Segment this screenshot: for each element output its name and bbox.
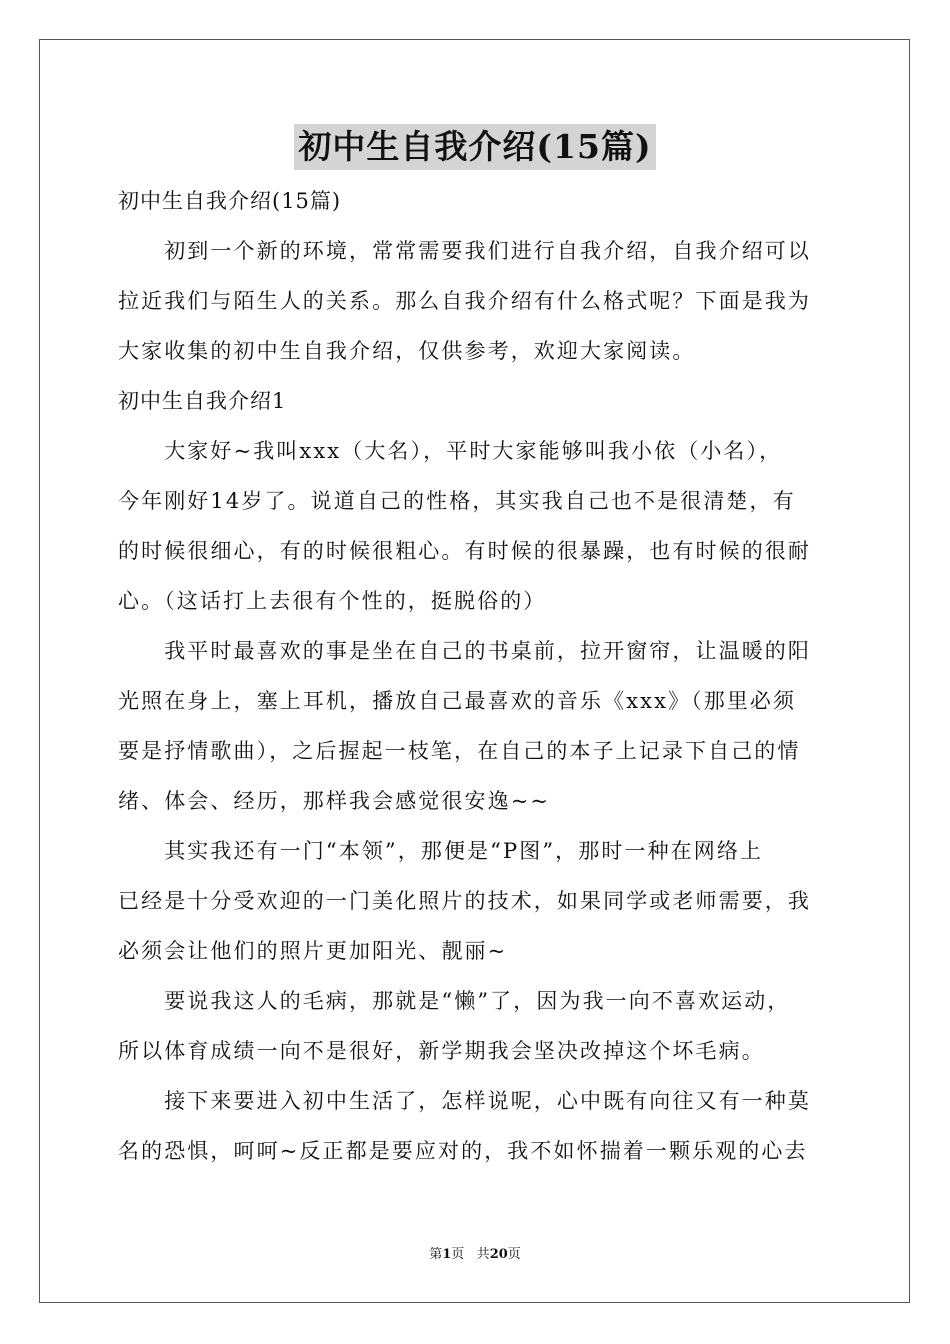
body-line: 拉近我们与陌生人的关系。那么自我介绍有什么格式呢？下面是我为 (118, 289, 811, 313)
document-title: 初中生自我介绍(15篇) (294, 124, 655, 170)
body-line: 接下来要进入初中生活了，怎样说呢，心中既有向往又有一种莫 (118, 1089, 811, 1113)
body-line: 其实我还有一门“本领”，那便是“P图”，那时一种在网络上 (118, 839, 764, 863)
body-line: 大家好~我叫xxx（大名），平时大家能够叫我小依（小名）， (118, 439, 783, 463)
body-line: 所以体育成绩一向不是很好，新学期我会坚决改掉这个坏毛病。 (118, 1039, 765, 1063)
body-line: 我平时最喜欢的事是坐在自己的书桌前，拉开窗帘，让温暖的阳 (118, 639, 811, 663)
total-suffix: 页 (507, 1247, 521, 1262)
body-line: 今年刚好14岁了。说道自己的性格，其实我自己也不是很清楚，有 (118, 489, 796, 513)
page-number: 1 (442, 1247, 452, 1262)
body-line: 名的恐惧，呵呵~反正都是要应对的，我不如怀揣着一颗乐观的心去 (118, 1139, 808, 1163)
body-line: 要说我这人的毛病，那就是“懒”了，因为我一向不喜欢运动， (118, 989, 791, 1013)
page-prefix: 第 (429, 1247, 443, 1262)
document-body (118, 176, 834, 1176)
section-heading: 初中生自我介绍1 (118, 389, 287, 413)
body-line: 必须会让他们的照片更加阳光、靓丽~ (118, 939, 508, 963)
body-line: 的时候很细心，有的时候很粗心。有时候的很暴躁，也有时候的很耐 (118, 539, 811, 563)
title-wrap (0, 124, 950, 170)
body-line: 要是抒情歌曲），之后握起一枝笔，在自己的本子上记录下自己的情 (118, 739, 801, 763)
page-footer (0, 1245, 950, 1265)
body-line: 已经是十分受欢迎的一门美化照片的技术，如果同学或老师需要，我 (118, 889, 811, 913)
body-line: 大家收集的初中生自我介绍，仅供参考，欢迎大家阅读。 (118, 339, 696, 363)
body-line: 心。（这话打上去很有个性的，挺脱俗的） (118, 589, 547, 613)
body-line: 初到一个新的环境，常常需要我们进行自我介绍，自我介绍可以 (118, 239, 811, 263)
total-pages: 20 (489, 1247, 508, 1262)
subtitle-line: 初中生自我介绍(15篇) (118, 189, 342, 213)
total-prefix: 共 (476, 1247, 490, 1262)
body-line: 光照在身上，塞上耳机，播放自己最喜欢的音乐《xxx》（那里必须 (118, 689, 797, 713)
body-line: 绪、体会、经历，那样我会感觉很安逸~~ (118, 789, 551, 813)
page-suffix: 页 (451, 1247, 465, 1262)
